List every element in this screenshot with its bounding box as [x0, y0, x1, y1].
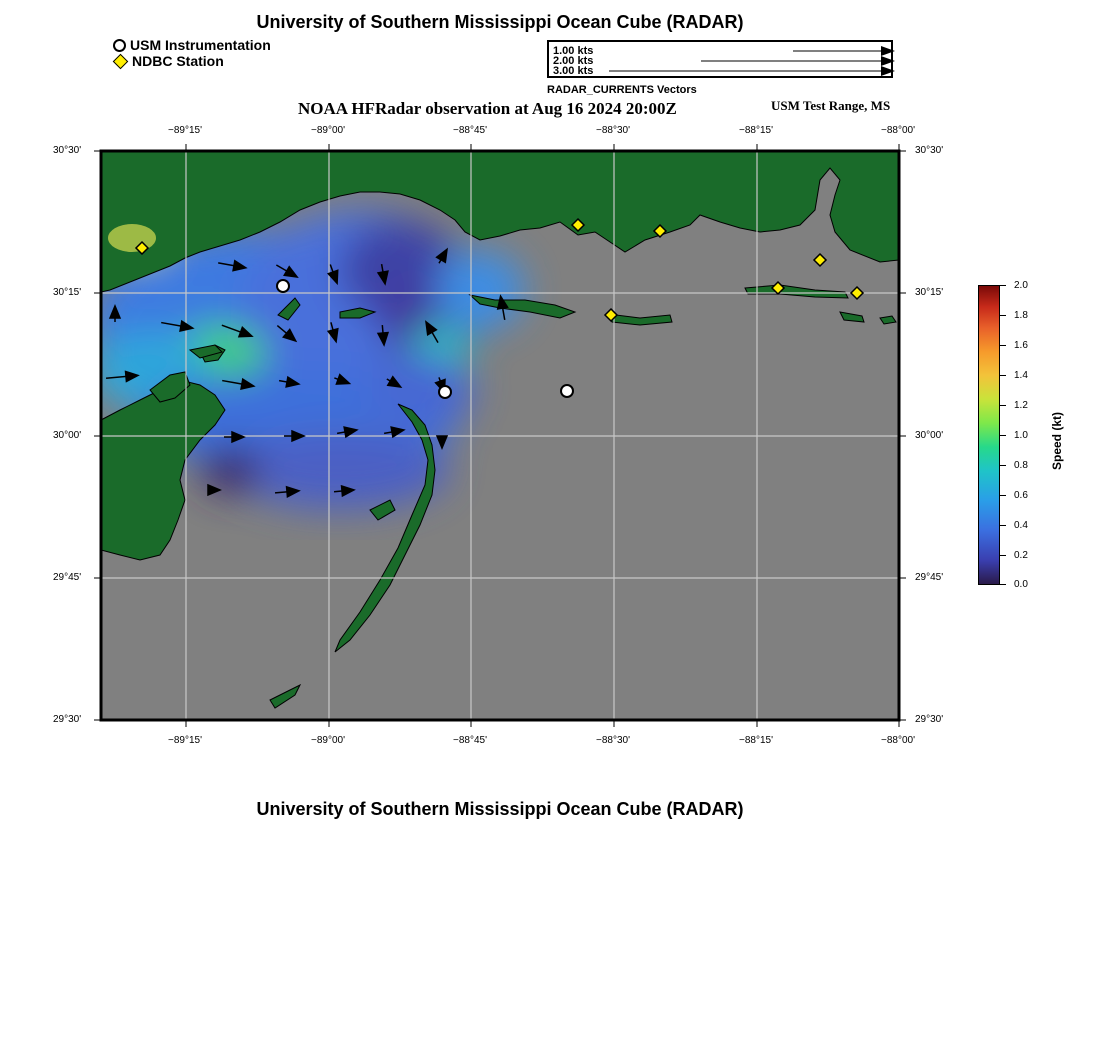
- test-range-label: USM Test Range, MS: [771, 98, 891, 113]
- colorbar-tick-label: 1.4: [1014, 370, 1028, 381]
- lon-label-top: −89°00': [311, 125, 345, 136]
- lon-label-bottom: −89°15': [168, 735, 202, 746]
- lon-label-bottom: −88°45': [453, 735, 487, 746]
- colorbar-tick-label: 1.6: [1014, 340, 1028, 351]
- lat-label-right: 30°30': [915, 145, 944, 156]
- lat-label-left: 30°15': [53, 287, 82, 298]
- usm-instrument-marker: [561, 385, 573, 397]
- lat-label-right: 30°15': [915, 287, 944, 298]
- lat-label-right: 29°30': [915, 714, 944, 725]
- vector-legend-caption: RADAR_CURRENTS Vectors: [547, 84, 697, 96]
- lat-label-left: 29°30': [53, 714, 82, 725]
- colorbar-title: Speed (kt): [1050, 411, 1064, 470]
- lon-label-bottom: −88°00': [881, 735, 915, 746]
- lon-label-top: −88°30': [596, 125, 630, 136]
- speed-colorbar: [978, 285, 1000, 585]
- lon-label-top: −88°45': [453, 125, 487, 136]
- lon-label-top: −88°00': [881, 125, 915, 136]
- colorbar-tick-label: 1.0: [1014, 430, 1028, 441]
- map-subtitle: NOAA HFRadar observation at Aug 16 2024 20:00Z: [298, 99, 677, 118]
- lon-label-bottom: −88°30': [596, 735, 630, 746]
- vector-scale-1kt: 1.00 kts: [553, 45, 594, 57]
- lat-label-left: 29°45': [53, 572, 82, 583]
- lon-label-bottom: −89°00': [311, 735, 345, 746]
- vector-scale-2kt: 2.00 kts: [553, 55, 594, 67]
- lon-label-top: −89°15': [168, 125, 202, 136]
- map-title: University of Southern Mississippi Ocean Cube (RADAR): [256, 12, 744, 32]
- lat-label-right: 29°45': [915, 572, 944, 583]
- colorbar-tick-label: 0.0: [1014, 579, 1028, 590]
- lat-label-right: 30°00': [915, 430, 944, 441]
- legend-ndbc-label: NDBC Station: [132, 53, 224, 69]
- colorbar-tick-label: 0.6: [1014, 490, 1028, 501]
- colorbar-tick-label: 0.8: [1014, 460, 1028, 471]
- bottom-title: University of Southern Mississippi Ocean Cube (RADAR): [256, 799, 744, 819]
- colorbar-tick-label: 1.2: [1014, 400, 1028, 411]
- legend-usm-label: USM Instrumentation: [130, 37, 271, 53]
- lon-label-bottom: −88°15': [739, 735, 773, 746]
- vector-scale-3kt: 3.00 kts: [553, 65, 594, 77]
- lat-label-left: 30°30': [53, 145, 82, 156]
- usm-instrument-marker: [277, 280, 289, 292]
- colorbar-tick-label: 0.4: [1014, 520, 1028, 531]
- usm-instrument-marker: [439, 386, 451, 398]
- colorbar-tick-label: 1.8: [1014, 310, 1028, 321]
- lon-label-top: −88°15': [739, 125, 773, 136]
- lat-label-left: 30°00': [53, 430, 82, 441]
- colorbar-tick-label: 2.0: [1014, 280, 1028, 291]
- colorbar-tick-label: 0.2: [1014, 550, 1028, 561]
